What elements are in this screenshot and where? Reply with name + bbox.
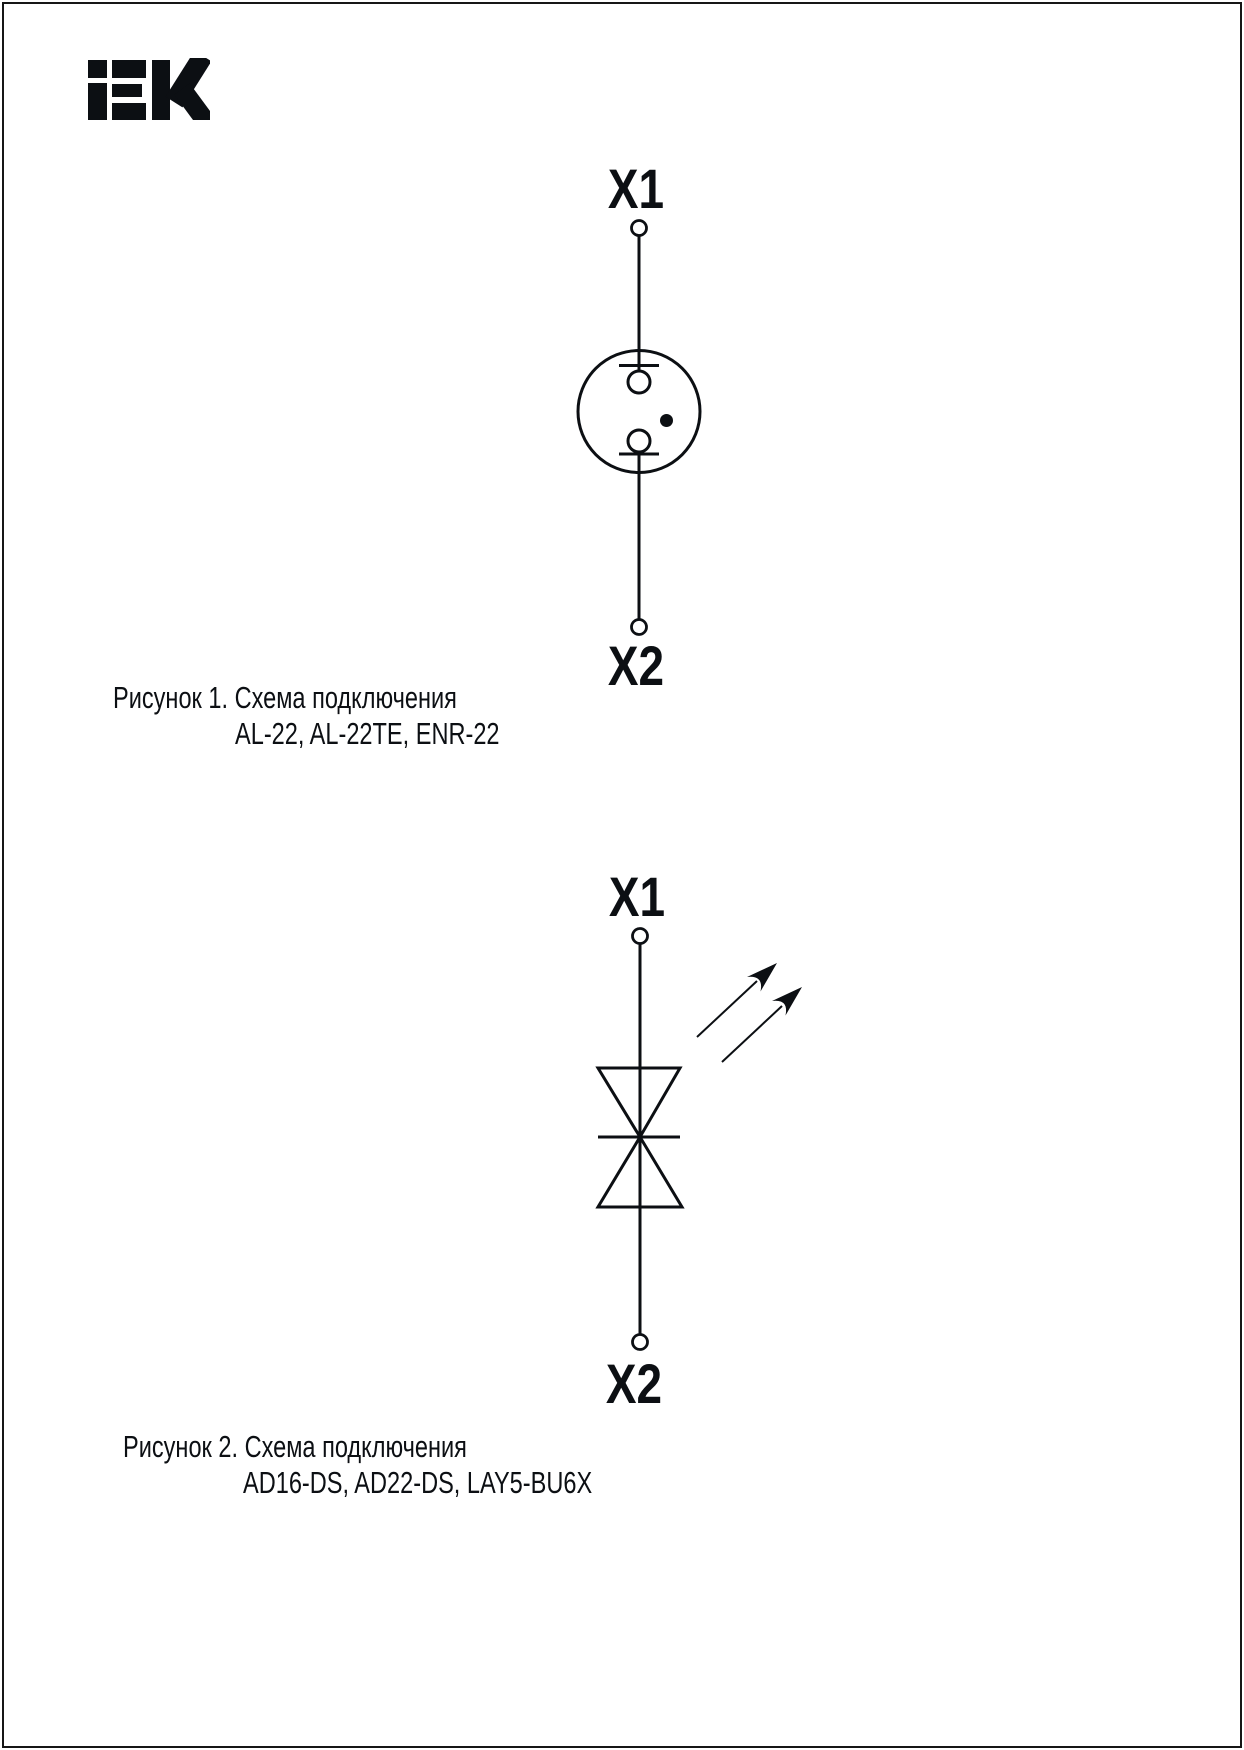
- figure2-schematic: [540, 860, 860, 1380]
- figure1-terminal-x2-node: [632, 620, 647, 635]
- figure1-caption-models: AL-22, AL-22TE, ENR-22: [235, 716, 500, 751]
- logo-e-bottom-bar: [112, 103, 146, 120]
- led-light-emission-arrows: [697, 963, 802, 1062]
- figure1-terminal-x1-node: [632, 221, 647, 236]
- logo-i-dot: [88, 60, 107, 78]
- figure1-caption-title: Рисунок 1. Схема подключения: [113, 680, 457, 715]
- light-arrow-2-shaft: [722, 1006, 782, 1062]
- figure2-caption-models: AD16-DS, AD22-DS, LAY5-BU6X: [243, 1465, 593, 1500]
- figure1-terminal-x2-label: X2: [607, 634, 665, 697]
- figure1-schematic: [500, 150, 780, 670]
- figure2-terminal-x2-node: [633, 1335, 648, 1350]
- iek-logo: [88, 58, 210, 120]
- logo-k-stem: [152, 60, 170, 120]
- neon-lamp-top-electrode: [628, 371, 650, 393]
- figure1-caption: [113, 680, 583, 752]
- figure2-terminal-x1-node: [633, 929, 648, 944]
- iek-logo-letters: [88, 58, 207, 120]
- figure2-caption: [123, 1429, 702, 1501]
- logo-i-stem: [88, 83, 107, 120]
- figure2-terminal-x2-label: X2: [605, 1352, 663, 1415]
- figure1-terminal-x1-label: X1: [607, 157, 665, 220]
- logo-e-mid-bar: [112, 84, 142, 97]
- logo-e-top-bar: [112, 60, 146, 78]
- figure2-terminal-x1-label: X1: [608, 865, 666, 928]
- light-arrow-1-shaft: [697, 981, 757, 1037]
- neon-lamp-bottom-electrode: [628, 430, 650, 452]
- logo-k-lower-arm: [182, 89, 207, 120]
- figure2-caption-title: Рисунок 2. Схема подключения: [123, 1429, 467, 1464]
- neon-lamp-gas-dot: [660, 414, 673, 427]
